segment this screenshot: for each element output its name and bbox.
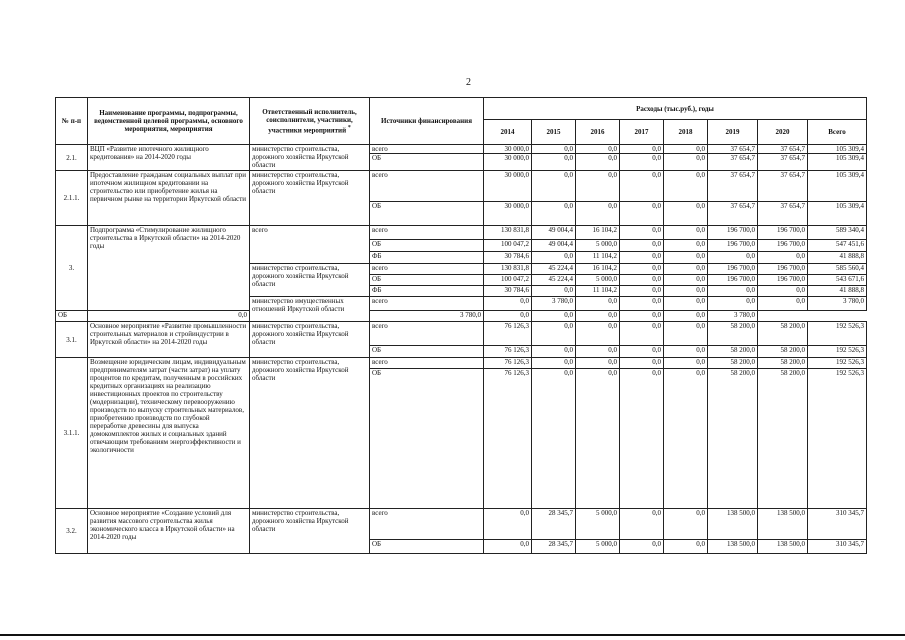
row-value: 0,0 xyxy=(576,171,620,202)
row-value: 0,0 xyxy=(620,311,664,322)
row-value: 196 700,0 xyxy=(758,240,808,252)
row-source: ОБ xyxy=(370,275,484,286)
header-year: 2015 xyxy=(532,120,576,145)
table-row xyxy=(56,145,867,154)
row-value: 58 200,0 xyxy=(758,346,808,358)
row-value: 0,0 xyxy=(532,154,576,171)
row-executor: министерство строительства, дорожного хозяйства Иркутской области xyxy=(250,145,370,171)
header-total: Всего xyxy=(808,120,867,145)
row-number: 2.1.1. xyxy=(56,171,88,226)
row-number: 3. xyxy=(56,226,88,311)
row-total: 192 526,3 xyxy=(808,346,867,358)
row-value: 58 200,0 xyxy=(708,358,758,369)
table-row xyxy=(56,358,867,369)
header-expenses: Расходы (тыс.руб.), годы xyxy=(484,98,867,120)
row-executor: министерство строительства, дорожного хозяйства Иркутской области xyxy=(250,509,370,554)
row-source: ОБ xyxy=(370,240,484,252)
row-value: 37 654,7 xyxy=(758,154,808,171)
row-source: ФБ xyxy=(370,252,484,264)
row-value: 138 500,0 xyxy=(758,509,808,540)
row-value: 0,0 xyxy=(664,358,708,369)
row-value: 196 700,0 xyxy=(708,264,758,275)
table-row xyxy=(56,226,867,240)
row-value: 28 345,7 xyxy=(532,540,576,554)
row-name: Предоставление гражданам социальных выплат при ипотечном жилищном кредитовании на строительство или приобретение жилья на первичном рынке на территории Иркутской области xyxy=(88,171,250,226)
row-value: 58 200,0 xyxy=(758,322,808,346)
row-value: 0,0 xyxy=(620,297,664,311)
row-value: 0,0 xyxy=(620,369,664,509)
row-value: 45 224,4 xyxy=(532,275,576,286)
row-value: 37 654,7 xyxy=(758,171,808,202)
row-value: 0,0 xyxy=(532,202,576,226)
header-num: № п-п xyxy=(56,98,88,145)
row-value: 0,0 xyxy=(664,311,708,322)
row-name: Подпрограмма «Стимулирование жилищного строительства в Иркутской области» на 2014-2020 годы xyxy=(88,226,250,311)
table-row xyxy=(56,171,867,202)
header-executor-mark: * xyxy=(347,124,351,131)
header-year: 2014 xyxy=(484,120,532,145)
row-value: 16 104,2 xyxy=(576,226,620,240)
row-value: 0,0 xyxy=(708,252,758,264)
row-value: 37 654,7 xyxy=(708,171,758,202)
row-value: 76 126,3 xyxy=(484,369,532,509)
row-value: 0,0 xyxy=(664,369,708,509)
row-value: 0,0 xyxy=(532,171,576,202)
row-value: 11 104,2 xyxy=(576,252,620,264)
header-year: 2016 xyxy=(576,120,620,145)
row-value: 0,0 xyxy=(758,297,808,311)
row-total: 105 309,4 xyxy=(808,145,867,154)
row-value: 0,0 xyxy=(532,252,576,264)
row-value: 0,0 xyxy=(620,275,664,286)
row-value: 196 700,0 xyxy=(708,240,758,252)
row-source: всего xyxy=(370,322,484,346)
row-value: 0,0 xyxy=(576,145,620,154)
row-value: 196 700,0 xyxy=(758,226,808,240)
row-value: 30 784,6 xyxy=(484,252,532,264)
header-year: 2019 xyxy=(708,120,758,145)
row-value: 196 700,0 xyxy=(708,226,758,240)
row-value: 0,0 xyxy=(620,145,664,154)
row-value: 0,0 xyxy=(484,311,532,322)
row-value: 0,0 xyxy=(708,297,758,311)
row-total: 192 526,3 xyxy=(808,322,867,346)
row-value: 16 104,2 xyxy=(576,264,620,275)
row-value: 0,0 xyxy=(532,369,576,509)
row-value: 0,0 xyxy=(620,240,664,252)
table-row xyxy=(56,322,867,346)
table-body xyxy=(56,145,867,554)
row-source: ОБ xyxy=(370,369,484,509)
row-value: 58 200,0 xyxy=(758,369,808,509)
row-value: 0,0 xyxy=(708,286,758,297)
row-value: 0,0 xyxy=(532,145,576,154)
row-value: 0,0 xyxy=(664,202,708,226)
row-value: 0,0 xyxy=(484,540,532,554)
row-value: 0,0 xyxy=(484,297,532,311)
row-source: всего xyxy=(370,509,484,540)
row-value: 37 654,7 xyxy=(708,154,758,171)
row-value: 0,0 xyxy=(664,322,708,346)
row-value: 100 047,2 xyxy=(484,240,532,252)
table-row xyxy=(56,509,867,540)
row-value: 138 500,0 xyxy=(758,540,808,554)
row-source: ОБ xyxy=(370,540,484,554)
row-value: 196 700,0 xyxy=(758,264,808,275)
row-value: 0,0 xyxy=(758,252,808,264)
row-executor: министерство строительства, дорожного хозяйства Иркутской области xyxy=(250,322,370,358)
row-total: 105 309,4 xyxy=(808,154,867,171)
header-year: 2018 xyxy=(664,120,708,145)
row-value: 0,0 xyxy=(664,171,708,202)
row-value: 0,0 xyxy=(620,252,664,264)
row-total: 192 526,3 xyxy=(808,369,867,509)
row-source: ОБ xyxy=(370,346,484,358)
row-value: 0,0 xyxy=(532,358,576,369)
row-total: 547 451,6 xyxy=(808,240,867,252)
row-value: 0,0 xyxy=(620,286,664,297)
row-total: 310 345,7 xyxy=(808,509,867,540)
row-value: 138 500,0 xyxy=(708,540,758,554)
row-executor: министерство строительства, дорожного хозяйства Иркутской области xyxy=(250,358,370,509)
row-executor: министерство имущественных отношений Иркутской области xyxy=(250,297,370,322)
row-source: всего xyxy=(370,358,484,369)
row-total: 310 345,7 xyxy=(808,540,867,554)
row-value: 0,0 xyxy=(620,346,664,358)
row-value: 37 654,7 xyxy=(758,145,808,154)
row-value: 0,0 xyxy=(484,509,532,540)
row-source: всего xyxy=(370,145,484,154)
row-total: 41 888,8 xyxy=(808,252,867,264)
row-value: 100 047,2 xyxy=(484,275,532,286)
row-value: 0,0 xyxy=(620,171,664,202)
header-name: Наименование программы, подпрограммы, ведомственной целевой программы, основного мероприятия, мероприятия xyxy=(88,98,250,145)
row-value: 0,0 xyxy=(664,509,708,540)
row-value: 0,0 xyxy=(576,358,620,369)
row-value: 30 784,6 xyxy=(484,286,532,297)
row-source: всего xyxy=(370,226,484,240)
row-value: 0,0 xyxy=(758,286,808,297)
row-name: ВЦП «Развитие ипотечного жилищного кредитования» на 2014-2020 годы xyxy=(88,145,250,171)
row-source: ФБ xyxy=(370,286,484,297)
row-value: 37 654,7 xyxy=(708,145,758,154)
row-total: 105 309,4 xyxy=(808,171,867,202)
header-year: 2020 xyxy=(758,120,808,145)
table-row xyxy=(56,311,867,322)
row-value: 37 654,7 xyxy=(758,202,808,226)
row-value: 0,0 xyxy=(576,346,620,358)
row-value: 5 000,0 xyxy=(576,509,620,540)
row-value: 58 200,0 xyxy=(708,346,758,358)
row-value: 58 200,0 xyxy=(758,358,808,369)
row-value: 0,0 xyxy=(532,322,576,346)
row-number: 2.1. xyxy=(56,145,88,171)
row-value: 3 780,0 xyxy=(532,297,576,311)
row-value: 0,0 xyxy=(532,311,576,322)
row-executor: министерство строительства, дорожного хозяйства Иркутской области xyxy=(250,171,370,226)
row-value: 138 500,0 xyxy=(708,509,758,540)
row-number: 3.2. xyxy=(56,509,88,554)
row-value: 0,0 xyxy=(620,226,664,240)
row-value: 0,0 xyxy=(664,226,708,240)
row-value: 0,0 xyxy=(576,202,620,226)
row-value: 30 000,0 xyxy=(484,154,532,171)
row-number: 3.1. xyxy=(56,322,88,358)
row-total: 105 309,4 xyxy=(808,202,867,226)
expenses-table xyxy=(55,97,867,554)
row-value: 0,0 xyxy=(576,311,620,322)
header-row xyxy=(56,98,867,120)
row-value: 0,0 xyxy=(664,540,708,554)
row-value: 0,0 xyxy=(664,297,708,311)
row-total: 543 671,6 xyxy=(808,275,867,286)
row-value: 196 700,0 xyxy=(708,275,758,286)
header-year: 2017 xyxy=(620,120,664,145)
row-value: 58 200,0 xyxy=(708,369,758,509)
row-source: ОБ xyxy=(56,311,88,322)
row-value: 0,0 xyxy=(664,275,708,286)
row-value: 0,0 xyxy=(532,286,576,297)
row-value: 49 004,4 xyxy=(532,226,576,240)
row-value: 0,0 xyxy=(620,264,664,275)
row-name: Возмещение юридическим лицам, индивидуальным предпринимателям затрат (части затрат) на уплату процентов по кредитам, полученным в российских кредитных организациях на реализацию инвестиционных проектов по строительству (модернизации), техническому перевооружению производств по выпуску строительных материалов, приобретению производств по глубокой переработке древесины для выпуска домокомплектов жилых и социальных зданий отвечающим требованиям энергоэффективности и экологичности xyxy=(88,358,250,509)
scan-edge-line xyxy=(0,634,905,636)
row-source: ОБ xyxy=(370,202,484,226)
row-value: 0,0 xyxy=(88,311,250,322)
row-name: Основное мероприятие «Развитие промышленности строительных материалов и стройиндустрии в Иркутской области» на 2014-2020 годы xyxy=(88,322,250,358)
row-source: ОБ xyxy=(370,154,484,171)
row-source: всего xyxy=(370,171,484,202)
row-value: 0,0 xyxy=(664,286,708,297)
row-value: 5 000,0 xyxy=(576,240,620,252)
row-value: 0,0 xyxy=(620,540,664,554)
row-value: 0,0 xyxy=(664,346,708,358)
row-value: 37 654,7 xyxy=(708,202,758,226)
row-value: 0,0 xyxy=(620,358,664,369)
row-executor: всего xyxy=(250,226,370,264)
row-value: 0,0 xyxy=(664,252,708,264)
row-total: 589 340,4 xyxy=(808,226,867,240)
row-value: 130 831,8 xyxy=(484,226,532,240)
row-number: 3.1.1. xyxy=(56,358,88,509)
row-value: 0,0 xyxy=(664,240,708,252)
row-total: 41 888,8 xyxy=(808,286,867,297)
row-value: 0,0 xyxy=(576,369,620,509)
row-value: 130 831,8 xyxy=(484,264,532,275)
row-value: 45 224,4 xyxy=(532,264,576,275)
row-value: 0,0 xyxy=(664,264,708,275)
row-total: 3 780,0 xyxy=(708,311,758,322)
row-value: 76 126,3 xyxy=(484,322,532,346)
row-value: 0,0 xyxy=(576,322,620,346)
row-value: 28 345,7 xyxy=(532,509,576,540)
row-value: 49 004,4 xyxy=(532,240,576,252)
row-value: 5 000,0 xyxy=(576,540,620,554)
row-source: всего xyxy=(370,264,484,275)
row-executor: министерство строительства, дорожного хозяйства Иркутской области xyxy=(250,264,370,297)
row-value: 196 700,0 xyxy=(758,275,808,286)
row-value: 30 000,0 xyxy=(484,171,532,202)
row-value: 5 000,0 xyxy=(576,275,620,286)
row-value: 0,0 xyxy=(620,154,664,171)
row-value: 11 104,2 xyxy=(576,286,620,297)
row-value: 3 780,0 xyxy=(370,311,484,322)
row-total: 192 526,3 xyxy=(808,358,867,369)
row-value: 0,0 xyxy=(576,154,620,171)
row-value: 0,0 xyxy=(620,202,664,226)
row-value: 0,0 xyxy=(664,145,708,154)
row-value: 0,0 xyxy=(620,509,664,540)
row-total: 585 560,4 xyxy=(808,264,867,275)
row-source: всего xyxy=(370,297,484,311)
row-value: 30 000,0 xyxy=(484,145,532,154)
row-total: 3 780,0 xyxy=(808,297,867,311)
row-value: 76 126,3 xyxy=(484,358,532,369)
row-value: 58 200,0 xyxy=(708,322,758,346)
row-value: 76 126,3 xyxy=(484,346,532,358)
row-value: 0,0 xyxy=(576,297,620,311)
page-number: 2 xyxy=(466,77,471,88)
row-value: 0,0 xyxy=(664,154,708,171)
header-executor-text: Ответственный исполнитель, соисполнители, участники, участники мероприятий xyxy=(262,107,357,135)
row-name: Основное мероприятие «Создание условий для развития массового строительства жилья экономического класса в Иркутской области» на 2014-2020 годы xyxy=(88,509,250,554)
header-source: Источники финансирования xyxy=(370,98,484,145)
row-value: 0,0 xyxy=(620,322,664,346)
row-value: 0,0 xyxy=(532,346,576,358)
row-value: 30 000,0 xyxy=(484,202,532,226)
header-executor xyxy=(250,98,370,145)
